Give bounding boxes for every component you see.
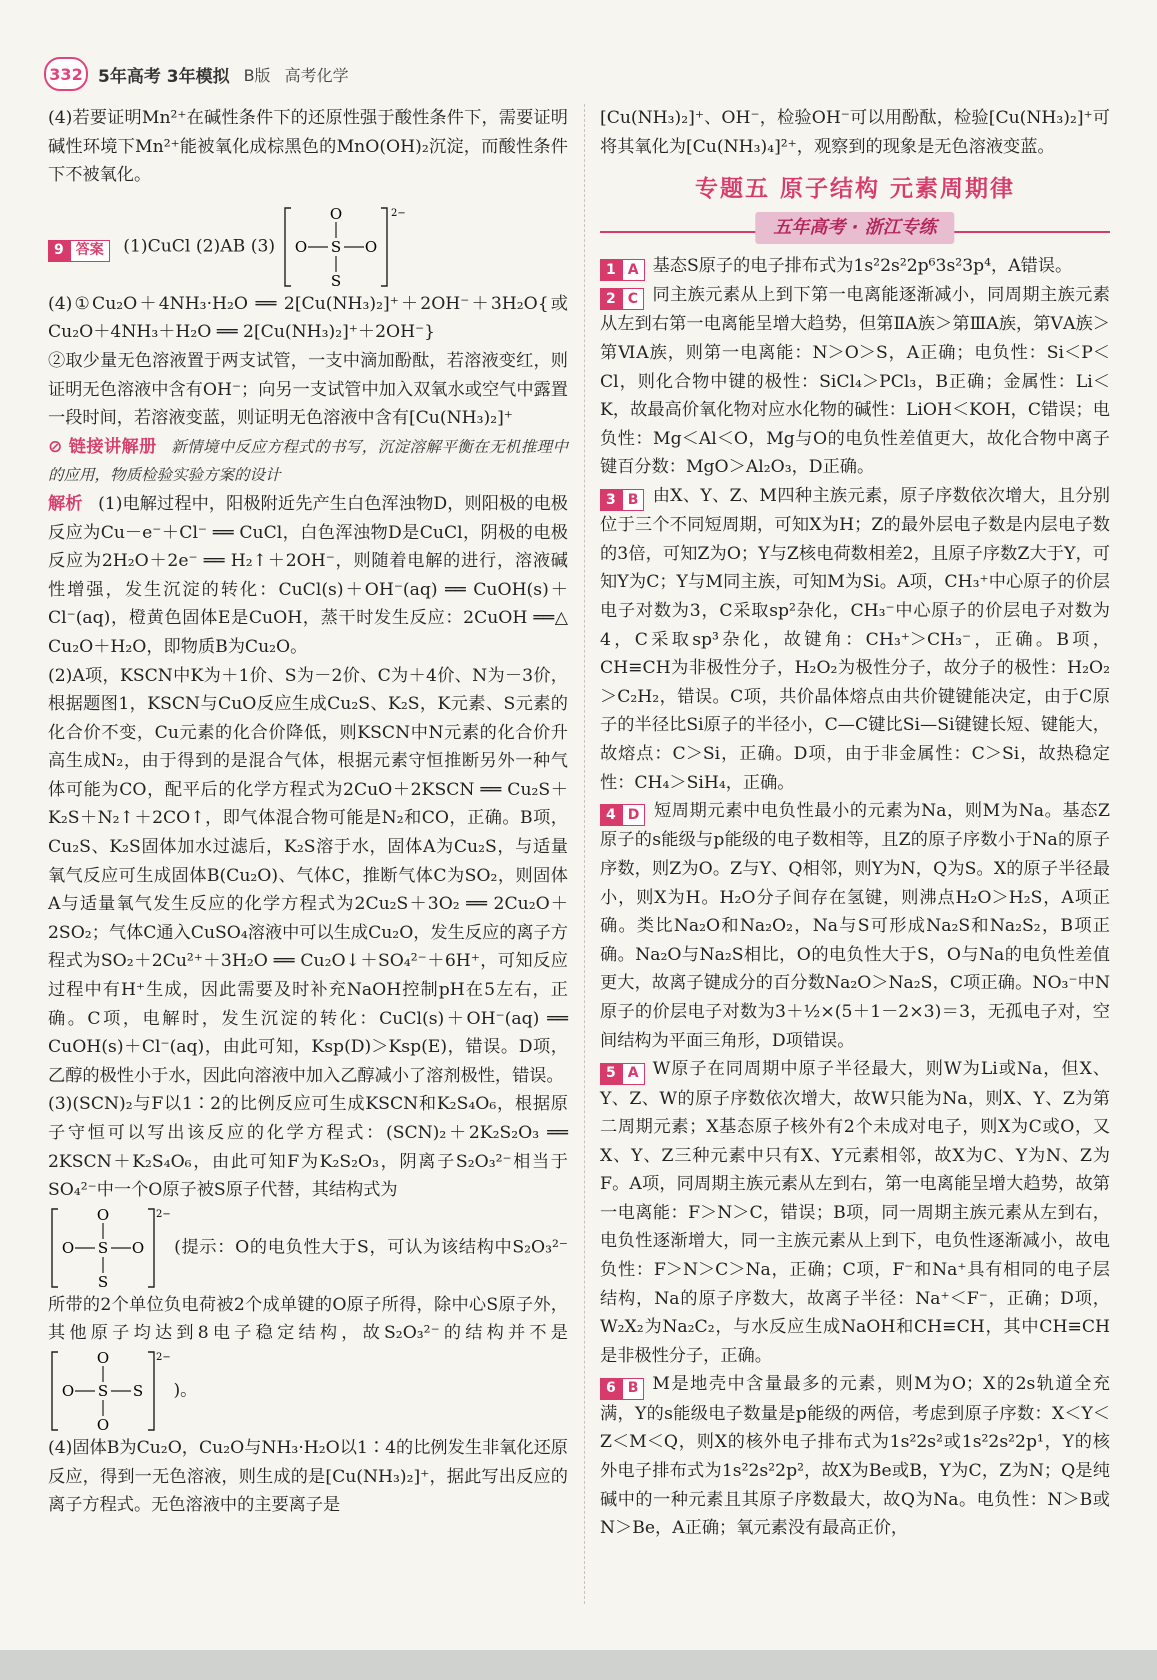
atom-label: O [61, 1381, 75, 1400]
analysis-text: (1)电解过程中，阳极附近先产生白色浑浊物D，则阳极的电极反应为Cu－e⁻＋Cl⁻ ══ CuCl，白色浑浊物D是CuCl，阴极的电极反应为2H₂O＋2e⁻ ══ H₂↑＋2OH⁻，则随着电解的进行，溶液碱性增强，发生沉淀的转化：CuCl(s)＋OH⁻(aq) ══ CuOH(s)＋Cl⁻(aq)，橙黄色固体E是CuOH，蒸干时发生反应：2CuOH ══△ Cu₂O＋H₂O，即物质B为Cu₂O。 [48, 493, 568, 657]
atom-label: S [97, 1272, 109, 1291]
paragraph: ②取少量无色溶液置于两支试管，一支中滴加酚酞，若溶液变红，则证明无色溶液中含有OH⁻；向另一支试管中加入双氧水或空气中露置一段时间，若溶液变蓝，则证明无色溶液中含有[Cu(NH₃)₂]⁺ [48, 350, 568, 429]
wrong-structure [48, 1348, 171, 1434]
answer-text: 基态S原子的电子排布式为1s²2s²2p⁶3s²3p⁴，A错误。 [652, 255, 1073, 276]
paragraph: (4)固体B为Cu₂O，Cu₂O与NH₃·H₂O以1∶4的比例发生非氧化还原反应，得到一无色溶液，则生成的是[Cu(NH₃)₂]⁺，据此写出反应的离子方程式。无色溶液中的主要离子是 [48, 1437, 568, 1516]
answer-text: W原子在同周期中原子半径最大，则W为Li或Na，但X、Y、Z、W的原子序数依次增大，故W只能为Na，则X、Y、Z为第二周期元素；X基态原子核外有2个未成对电子，则X为C或O，又X、Y、Z三种元素中只有X、Y元素相邻，故X为C、Y为N、Z为F。A项，同周期主族元素从左到右，第一电离能呈增大趋势，故第一电离能：F＞N＞C，错误；B项，同一周期主族元素从左到右，电负性逐渐增大，同一主族元素从上到下，电负性逐渐减小，故电负性：F＞N＞C＞Na，正确；C项，F⁻和Na⁺具有相同的电子层结构，Na的原子序数大，故离子半径：Na⁺＜F⁻，正确；D项，W₂X₂为Na₂C₂，与水反应生成NaOH和CH≡CH，其中CH≡CH是非极性分子，正确。 [600, 1059, 1110, 1366]
link-label: ⊘ 链接讲解册 [48, 436, 157, 457]
answer-text: M是地壳中含量最多的元素，则M为O；X的2s轨道全充满，Y的s能级电子数量是p能级的两倍，考虑到原子序数：X＜Y＜Z＜M＜Q，则X的核外电子排布式为1s²2s²或1s²2s²2p¹，Y的核外电子排布式为1s²2s²2p²，故X为Be或B，Y为C，Z为N；Q是纯碱中的一种元素且其原子序数最大，故Q为Na。电负性：N＞B或N＞Be，A正确；氧元素没有最高正价， [600, 1374, 1110, 1539]
right-column [600, 104, 1110, 1543]
atom-label: O [61, 1238, 75, 1257]
answer-badge: 6 B [600, 1378, 644, 1400]
answer-text: (1)CuCl (2)AB (3) [123, 236, 276, 257]
link-text: 新情境中反应方程式的书写，沉淀溶解平衡在无机推理中的应用，物质检验实验方案的设计 [48, 437, 569, 485]
paragraph: (4)①Cu₂O＋4NH₃·H₂O ══ 2[Cu(NH₃)₂]⁺＋2OH⁻＋3H₂O{或Cu₂O＋4NH₃＋H₂O ══ 2[Cu(NH₃)₂]⁺＋2OH⁻} [48, 293, 568, 343]
banner-text: 五年高考 · 浙江专练 [755, 212, 954, 245]
paragraph: (2)A项，KSCN中K为＋1价、S为－2价、C为＋4价、N为－3价，根据题图1，KSCN与CuO反应生成Cu₂S、K₂S，K元素、S元素的化合价不变，Cu元素的化合价降低，则KSCN中N元素的化合价升高生成N₂，由于得到的是混合气体，根据元素守恒推断另外一种气体可能为CO，配平后的化学方程式为2CuO＋2KSCN ══ Cu₂S＋K₂S＋N₂↑＋2CO↑，即气体混合物可能是N₂和CO，正确。B项，Cu₂S、K₂S固体加水过滤后，K₂S溶于水，固体A为Cu₂S，与适量氧气反应可生成固体B(Cu₂O)、气体C，推断气体C为SO₂，则固体A与适量氧气发生反应的化学方程式为2Cu₂S＋3O₂ ══ 2Cu₂O＋2SO₂；气体C通入CuSO₄溶液中可以生成Cu₂O，发生反应的离子方程式为SO₂＋2Cu²⁺＋3H₂O ══ Cu₂O↓＋SO₄²⁻＋6H⁺，可知反应过程中有H⁺生成，因此需要及时补充NaOH控制pH在5左右，正确。C项，电解时，发生沉淀的转化：CuCl(s)＋OH⁻(aq) ══ CuOH(s)＋Cl⁻(aq)，由此可知，Ksp(D)＞Ksp(E)，错误。D项，乙醇的极性小于水，因此向溶液中加入乙醇减小了溶剂极性，错误。 [48, 665, 568, 1086]
atom-label: O [294, 237, 307, 256]
section-banner [600, 212, 1110, 242]
answer-item [600, 797, 1110, 1055]
page-number: 332 [44, 57, 88, 91]
answer-item [600, 252, 1110, 281]
atom-label: S [97, 1381, 109, 1400]
link-note [48, 433, 568, 490]
thiosulfate-structure [281, 204, 421, 290]
answer-item [600, 281, 1110, 482]
analysis [48, 490, 568, 662]
answer-item [600, 1370, 1110, 1542]
answer-badge: 4 D [600, 804, 645, 826]
paragraph: [Cu(NH₃)₂]⁺、OH⁻，检验OH⁻可以用酚酞，检验[Cu(NH₃)₂]⁺可将其氧化为[Cu(NH₃)₄]²⁺，观察到的现象是无色溶液变蓝。 [600, 108, 1110, 157]
atom-label: S [97, 1238, 109, 1257]
answer-9 [48, 204, 568, 290]
book-version: B版 [243, 65, 271, 85]
atom-label: O [364, 237, 377, 256]
scan-edge [0, 1650, 1157, 1680]
book-title: 5年高考 3年模拟 [98, 66, 230, 87]
hint-text: (提示：O的电负性大于S，可认为该结构中S₂O₃²⁻所带的2个单位负电荷被2个成单键的O原子所得，除中心S原子外，其他原子均达到8电子稳定结构，故S₂O₃²⁻的结构并不是 [48, 1237, 568, 1344]
atom-label: S [330, 237, 341, 256]
paragraph: (3)(SCN)₂与F以1∶2的比例反应可生成KSCN和K₂S₄O₆，根据原子守恒可以写出该反应的化学方程式：(SCN)₂＋2K₂S₂O₃ ══ 2KSCN＋K₂S₄O₆，由此可知F为K₂S₂O₃，阴离子S₂O₃²⁻相当于SO₄²⁻中一个O原子被S原子代替，其结构式为 [48, 1094, 568, 1201]
answer-list [600, 252, 1110, 1543]
answer-item [600, 1055, 1110, 1370]
answer-text: 由X、Y、Z、M四种主族元素，原子序数依次增大，且分别位于三个不同短周期，可知X为H；Z的最外层电子数是内层电子数的3倍，可知Z为O；Y与Z核电荷数相差2，且原子序数Z大于Y，可知Y为C；Y与M同主族，可知M为Si。A项，CH₃⁺中心原子的价层电子对数为3，C采取sp²杂化，CH₃⁻中心原子的价层电子对数为4，C采取sp³杂化，故键角：CH₃⁺＞CH₃⁻，正确。B项，CH≡CH为非极性分子，H₂O₂为极性分子，故分子的极性：H₂O₂＞C₂H₂，错误。C项，共价晶体熔点由共价键键能决定，由于C原子的半径比Si原子的半径小，C—C键比Si—Si键键长短、键能大，故熔点：C＞Si，正确。D项，由于非金属性：C＞Si，故热稳定性：CH₄＞SiH₄，正确。 [600, 485, 1110, 793]
answer-text: 短周期元素中电负性最小的元素为Na，则M为Na。基态Z原子的s能级与p能级的电子数相等，且Z的原子序数小于Na的原子序数，则Z为O。Z与Y、Q相邻，则Y为N，Q为S。X的原子半径最小，则X为H。H₂O分子间存在氢键，则沸点H₂O＞H₂S，A项正确。类比Na₂O和Na₂O₂，Na与S可形成Na₂S和Na₂S₂，B项正确。Na₂O与Na₂S相比，O的电负性大于S，O与Na的电负性差值更大，故离子键成分的百分数Na₂O＞Na₂S，C项正确。NO₃⁻中N原子的价层电子对数为3＋½×(5＋1－2×3)＝3，无孤电子对，空间结构为平面三角形，D项错误。 [600, 801, 1110, 1051]
answer-badge: 9 答案 [48, 240, 110, 262]
ion-charge: 2− [390, 207, 406, 219]
answer-badge: 5 A [600, 1063, 645, 1085]
atom-label: O [131, 1238, 145, 1257]
column-divider [584, 104, 585, 1604]
ion-charge: 2− [156, 1351, 171, 1363]
page-header [44, 56, 1114, 92]
answer-badge: 1 A [600, 259, 645, 281]
paragraph: (4)若要证明Mn²⁺在碱性条件下的还原性强于酸性条件下，需要证明碱性环境下Mn²⁺能被氧化成棕黑色的MnO(OH)₂沉淀，而酸性条件下不被氧化。 [48, 108, 568, 186]
analysis-label: 解析 [48, 493, 83, 514]
link-icon: ⊘ [48, 436, 63, 457]
book-subject: 高考化学 [284, 65, 349, 85]
atom-label: O [329, 204, 342, 223]
answer-badge: 2 C [600, 288, 644, 310]
thiosulfate-structure [48, 1205, 171, 1291]
left-column [48, 104, 568, 1520]
topic-title: 专题五 原子结构 元素周期律 [694, 176, 1015, 203]
answer-badge: 3 B [600, 489, 644, 511]
answer-text: 同主族元素从上到下第一电离能逐渐减小，同周期主族元素从左到右第一电离能呈增大趋势，但第ⅡA族＞第ⅢA族，第ⅤA族＞第ⅥA族，则第一电离能：N＞O＞S，A正确；电负性：Si＜P＜Cl，则化合物中键的极性：SiCl₄＞PCl₃，B正确；金属性：Li＜K，故最高价氧化物对应水化物的碱性：LiOH＜KOH，C错误；电负性：Mg＜Al＜O，Mg与O的电负性差值更大，故化合物中离子键百分数：MgO＞Al₂O₃，D正确。 [600, 285, 1110, 478]
atom-label: S [132, 1381, 144, 1400]
atom-label: S [330, 271, 341, 290]
atom-label: O [96, 1205, 110, 1224]
hint-paragraph [48, 1205, 568, 1434]
answer-item [600, 482, 1110, 797]
atom-label: O [96, 1348, 110, 1367]
atom-label: O [96, 1415, 110, 1434]
hint-end: )。 [173, 1380, 198, 1401]
ion-charge: 2− [156, 1208, 171, 1220]
